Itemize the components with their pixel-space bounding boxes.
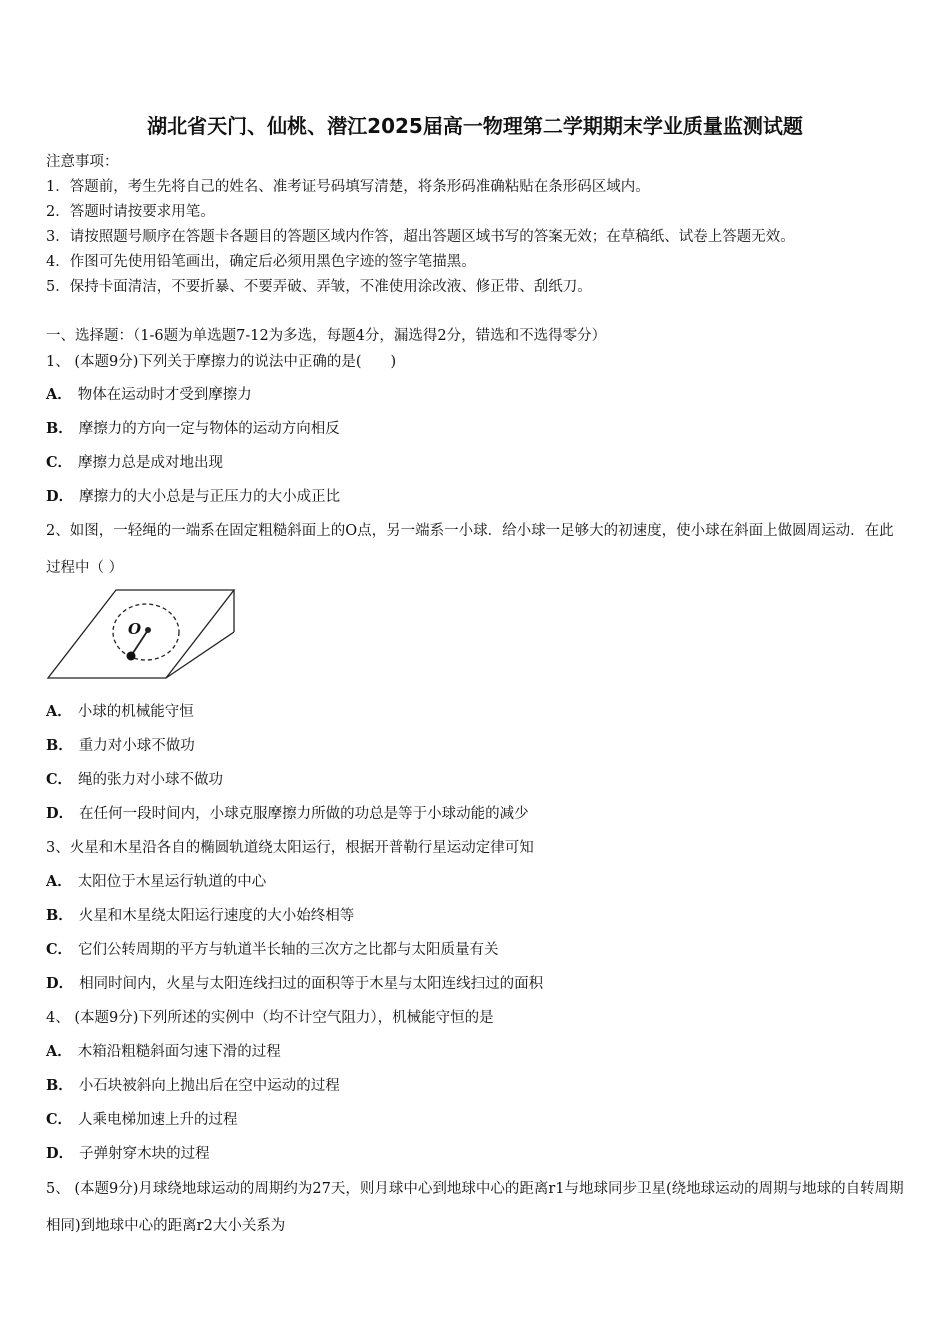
option-text: 人乘电梯加速上升的过程 xyxy=(78,1112,238,1128)
option-text: 摩擦力的方向一定与物体的运动方向相反 xyxy=(78,421,340,437)
incline-side-edge xyxy=(166,632,234,678)
option-letter: B． xyxy=(46,1077,73,1094)
question-2-stem: 2、如图，一轻绳的一端系在固定粗糙斜面上的O点，另一端系一小球．给小球一足够大的初速度，使小球在斜面上做圆周运动．在此过程中（ ） xyxy=(46,523,894,576)
option-text: 小球的机械能守恒 xyxy=(77,704,194,720)
option-text: 重力对小球不做功 xyxy=(78,738,195,754)
question-1-option-a[interactable] xyxy=(46,385,252,405)
notice-item-4: 4．作图可先使用铅笔画出，确定后必须用黑色字迹的签字笔描黑。 xyxy=(46,254,476,270)
option-letter: C． xyxy=(46,941,73,958)
question-2-option-d[interactable] xyxy=(46,804,529,824)
option-text: 物体在运动时才受到摩擦力 xyxy=(77,387,252,403)
option-text: 摩擦力的大小总是与正压力的大小成正比 xyxy=(79,489,341,505)
question-1-stem: 1、 (本题9分)下列关于摩擦力的说法中正确的是( ) xyxy=(46,354,397,370)
question-3-option-c[interactable] xyxy=(46,940,499,960)
option-letter: B． xyxy=(46,420,73,437)
option-text: 木箱沿粗糙斜面匀速下滑的过程 xyxy=(77,1044,281,1060)
option-text: 它们公转周期的平方与轨道半长轴的三次方之比都与太阳质量有关 xyxy=(78,942,499,958)
option-letter: D． xyxy=(46,488,74,505)
ball xyxy=(127,652,136,661)
section-heading: 一、选择题：（1-6题为单选题7-12为多选，每题4分，漏选得2分，错选和不选得零分） xyxy=(46,328,607,344)
notice-heading: 注意事项： xyxy=(46,154,119,170)
option-text: 摩擦力总是成对地出现 xyxy=(78,455,224,471)
label-o: O xyxy=(128,620,142,638)
notice-item-2: 2．答题时请按要求用笔。 xyxy=(46,204,215,220)
question-4-option-d[interactable] xyxy=(46,1144,210,1164)
incline-figure xyxy=(46,588,238,682)
option-text: 太阳位于木星运行轨道的中心 xyxy=(77,874,267,890)
question-1-option-d[interactable] xyxy=(46,487,340,507)
question-3-option-d[interactable] xyxy=(46,974,543,994)
option-text: 子弹射穿木块的过程 xyxy=(79,1146,210,1162)
question-4-option-b[interactable] xyxy=(46,1076,340,1096)
option-letter: C． xyxy=(46,454,73,471)
question-2-option-b[interactable] xyxy=(46,736,195,756)
pivot-point-o xyxy=(145,627,151,633)
option-letter: C． xyxy=(46,771,73,788)
question-3-option-a[interactable] xyxy=(46,872,266,892)
option-text: 火星和木星绕太阳运行速度的大小始终相等 xyxy=(78,908,355,924)
question-2-option-c[interactable] xyxy=(46,770,223,790)
option-letter: A． xyxy=(46,703,72,720)
notice-item-3: 3．请按照题号顺序在答题卡各题目的答题区域内作答，超出答题区域书写的答案无效；在草稿纸、试卷上答题无效。 xyxy=(46,229,795,245)
option-letter: B． xyxy=(46,737,73,754)
option-letter: D． xyxy=(46,975,74,992)
question-3-stem: 3、火星和木星沿各自的椭圆轨道绕太阳运行，根据开普勒行星运动定律可知 xyxy=(46,840,534,856)
question-1-option-b[interactable] xyxy=(46,419,340,439)
question-5-stem: 5、 (本题9分)月球绕地球运动的周期约为27天，则月球中心到地球中心的距离r1与地球同步卫星(绕地球运动的周期与地球的自转周期相同)到地球中心的距离r2大小关系为 xyxy=(46,1181,904,1234)
question-3-option-b[interactable] xyxy=(46,906,354,926)
option-text: 相同时间内，火星与太阳连线扫过的面积等于木星与太阳连线扫过的面积 xyxy=(79,976,544,992)
notice-item-5: 5．保持卡面清洁，不要折暴、不要弄破、弄皱，不准使用涂改液、修正带、刮纸刀。 xyxy=(46,279,592,295)
question-4-option-a[interactable] xyxy=(46,1042,281,1062)
option-letter: A． xyxy=(46,873,72,890)
option-letter: D． xyxy=(46,805,74,822)
question-1-option-c[interactable] xyxy=(46,453,223,473)
question-4-option-c[interactable] xyxy=(46,1110,238,1130)
option-letter: D． xyxy=(46,1145,74,1162)
option-letter: B． xyxy=(46,907,73,924)
option-letter: A． xyxy=(46,1043,72,1060)
page-title: 湖北省天门、仙桃、潜江2025届高一物理第二学期期末学业质量监测试题 xyxy=(147,114,803,138)
option-text: 绳的张力对小球不做功 xyxy=(78,772,224,788)
option-letter: A． xyxy=(46,386,72,403)
notice-item-1: 1．答题前，考生先将自己的姓名、准考证号码填写清楚，将条形码准确粘贴在条形码区域内。 xyxy=(46,179,650,195)
option-letter: C． xyxy=(46,1111,73,1128)
option-text: 在任何一段时间内，小球克服摩擦力所做的功总是等于小球动能的减少 xyxy=(79,806,529,822)
option-text: 小石块被斜向上抛出后在空中运动的过程 xyxy=(78,1078,340,1094)
question-4-stem: 4、 (本题9分)下列所述的实例中（均不计空气阻力），机械能守恒的是 xyxy=(46,1010,494,1026)
question-2-option-a[interactable] xyxy=(46,702,194,722)
